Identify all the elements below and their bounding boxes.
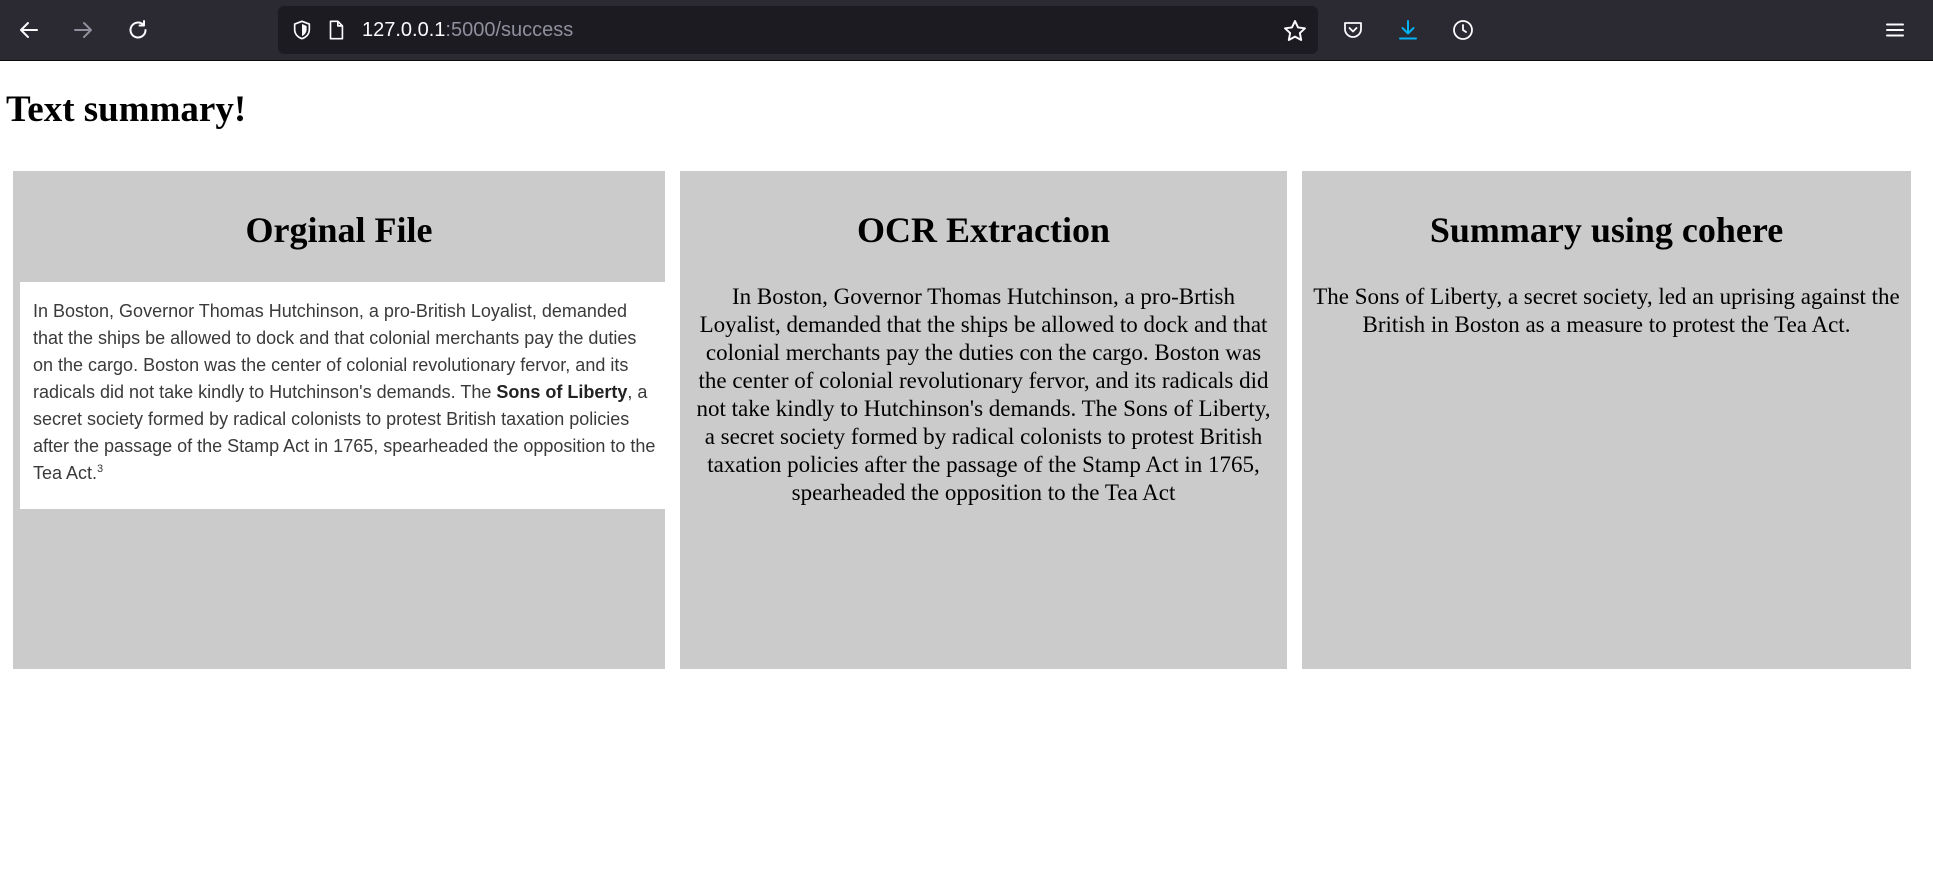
original-text-part1: In Boston, Governor Thomas Hutchinson, a pro-British Loyalist, demanded that the ships be allowed to dock and that colonial merchants pay the duties on the cargo. Boston was the center of colonial revolutionary fervor, and its radicals did not take kindly to Hutchinson's demands. The: [33, 301, 637, 402]
ocr-extraction-panel: [680, 171, 1287, 669]
back-arrow-icon: [17, 18, 41, 42]
forward-arrow-icon: [71, 18, 95, 42]
history-button[interactable]: [1441, 8, 1485, 52]
summary-text: The Sons of Liberty, a secret society, led an uprising against the British in Boston as a measure to protest the Tea Act.: [1313, 284, 1900, 337]
tracking-protection-button[interactable]: [290, 18, 314, 42]
ocr-extraction-heading: OCR Extraction: [857, 210, 1110, 250]
star-icon[interactable]: [1282, 18, 1308, 44]
original-file-image: [20, 282, 665, 509]
pocket-button[interactable]: [1331, 8, 1375, 52]
history-icon: [1451, 18, 1475, 42]
summary-heading: Summary using cohere: [1429, 210, 1784, 250]
pocket-icon: [1341, 18, 1365, 42]
page-icon: [325, 19, 347, 41]
summary-panel: [1302, 171, 1911, 669]
hamburger-menu-icon: [1883, 18, 1907, 42]
back-button[interactable]: [7, 8, 51, 52]
original-file-heading: Orginal File: [245, 210, 433, 250]
ocr-extraction-text: In Boston, Governor Thomas Hutchinson, a pro-Brtish Loyalist, demanded that the ships be allowed to dock and that colonial merchants pay the duties con the cargo. Boston was the center of colonial revolutionary fervor, and its radicals did not take kindly to Hutchinson's demands. The Sons of Liberty, a secret society formed by radical colonists to protest British taxation policies after the passage of the Stamp Act in 1765, spearheaded the opposition to the Tea Act: [696, 284, 1271, 505]
reload-button[interactable]: [116, 8, 160, 52]
downloads-button[interactable]: [1386, 8, 1430, 52]
original-text-part2: , a secret society formed by radical colonists to protest British taxation policies after the passage of the Stamp Act in 1765, spearheaded the opposition to the Tea Act.: [33, 382, 656, 483]
browser-toolbar: [0, 0, 1933, 61]
forward-button[interactable]: [61, 8, 105, 52]
site-info-button[interactable]: [324, 18, 348, 42]
url-text[interactable]: [362, 19, 573, 42]
address-bar[interactable]: [278, 6, 1318, 54]
app-menu-button[interactable]: [1873, 8, 1917, 52]
page-title: Text summary!: [6, 89, 247, 130]
original-text-bold: Sons of Liberty: [496, 382, 628, 402]
footnote-marker: 3: [97, 463, 104, 475]
original-file-panel: [13, 171, 665, 669]
reload-icon: [126, 18, 150, 42]
shield-icon: [291, 19, 313, 41]
download-icon: [1396, 18, 1420, 42]
url-host: 127.0.0.1: [362, 18, 446, 41]
url-path: :5000/success: [445, 18, 574, 41]
